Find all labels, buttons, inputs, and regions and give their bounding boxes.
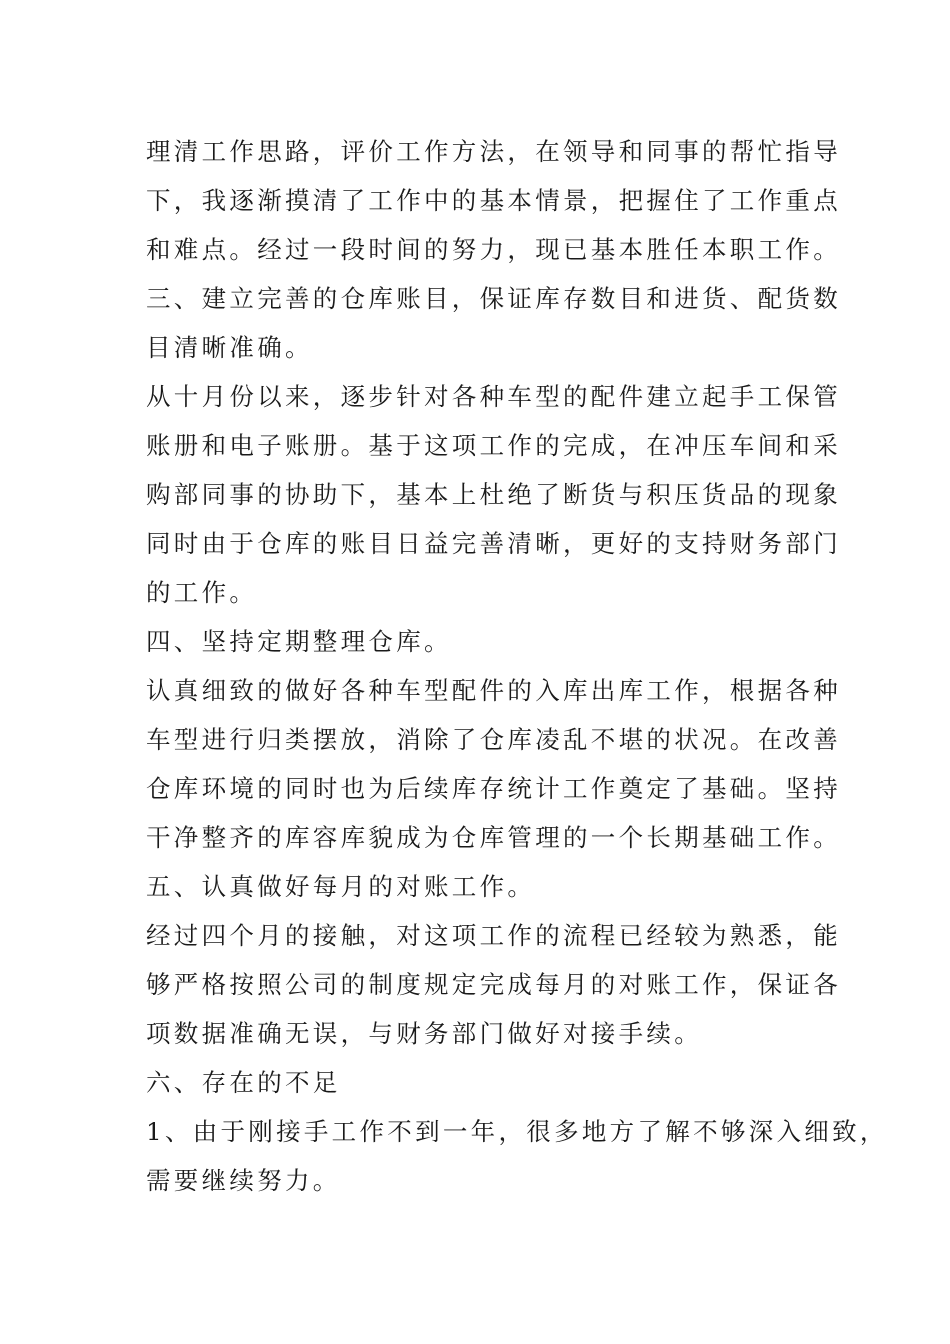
paragraph-line: 同时由于仓库的账目日益完善清晰，更好的支持财务部门 [146, 529, 841, 558]
section-heading: 四、坚持定期整理仓库。 [146, 627, 452, 656]
paragraph-line: 和难点。经过一段时间的努力，现已基本胜任本职工作。 [146, 235, 841, 264]
paragraph-line: 认真细致的做好各种车型配件的入库出库工作，根据各种 [146, 676, 841, 705]
paragraph-line: 干净整齐的库容库貌成为仓库管理的一个长期基础工作。 [146, 823, 841, 852]
section-heading: 目清晰准确。 [146, 333, 313, 362]
paragraph-line: 账册和电子账册。基于这项工作的完成，在冲压车间和采 [146, 431, 841, 460]
numbered-item-line: 1、由于刚接手工作不到一年，很多地方了解不够深入细致， [146, 1117, 888, 1146]
section-heading: 六、存在的不足 [146, 1068, 341, 1097]
paragraph-line: 够严格按照公司的制度规定完成每月的对账工作，保证各 [146, 970, 841, 999]
section-heading: 三、建立完善的仓库账目，保证库存数目和进货、配货数 [146, 284, 841, 313]
paragraph-line: 需要继续努力。 [146, 1166, 341, 1195]
paragraph-line: 的工作。 [146, 578, 258, 607]
document-body [146, 127, 888, 1205]
paragraph-line: 购部同事的协助下，基本上杜绝了断货与积压货品的现象 [146, 480, 841, 509]
paragraph-line: 经过四个月的接触，对这项工作的流程已经较为熟悉，能 [146, 921, 841, 950]
section-heading: 五、认真做好每月的对账工作。 [146, 872, 536, 901]
paragraph-line: 车型进行归类摆放，消除了仓库凌乱不堪的状况。在改善 [146, 725, 841, 754]
paragraph-line: 从十月份以来，逐步针对各种车型的配件建立起手工保管 [146, 382, 841, 411]
paragraph-line: 下，我逐渐摸清了工作中的基本情景，把握住了工作重点 [146, 186, 841, 215]
paragraph-line: 理清工作思路，评价工作方法，在领导和同事的帮忙指导 [146, 137, 841, 166]
paragraph-line: 仓库环境的同时也为后续库存统计工作奠定了基础。坚持 [146, 774, 841, 803]
paragraph-line: 项数据准确无误，与财务部门做好对接手续。 [146, 1019, 702, 1048]
